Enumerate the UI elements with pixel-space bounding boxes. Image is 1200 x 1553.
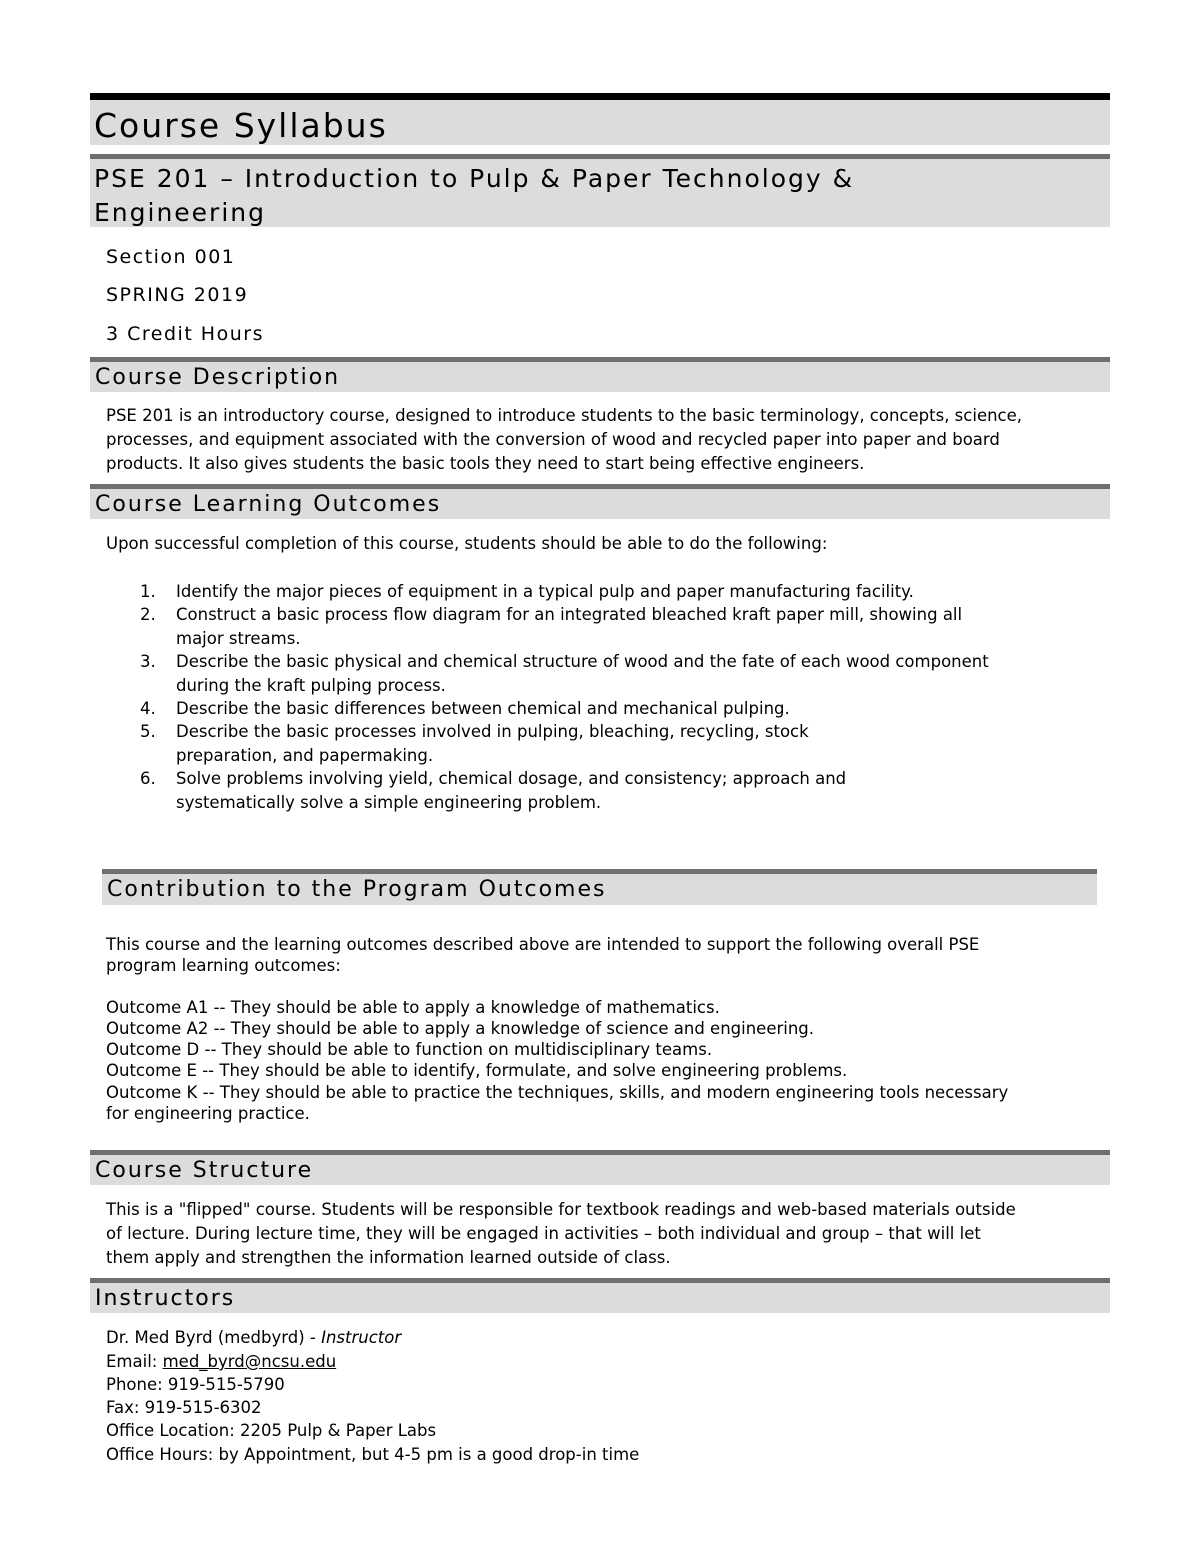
program-intro-line-1: This course and the learning outcomes described above are intended to support the following overall PSE [106,935,980,954]
instructor-office: Office Location: 2205 Pulp & Paper Labs [106,1421,437,1440]
program-outcome-e: Outcome E -- They should be able to identify, formulate, and solve engineering problems. [106,1061,848,1080]
page-title: Course Syllabus [90,93,1110,145]
learning-outcomes-list [106,580,1066,814]
program-outcome-a1: Outcome A1 -- They should be able to apply a knowledge of mathematics. [106,998,720,1017]
structure-line-2: of lecture. During lecture time, they will be engaged in activities – both individual and group – that will let [106,1224,981,1243]
description-line-1: PSE 201 is an introductory course, designed to introduce students to the basic terminology, concepts, science, [106,406,1023,425]
term: SPRING 2019 [106,284,249,306]
list-item: 6. Solve problems involving yield, chemical dosage, and consistency; approach and systematically solve a simple engineering problem. [140,769,847,812]
structure-line-3: them apply and strengthen the information learned outside of class. [106,1248,671,1267]
course-title [90,154,1110,227]
list-item: 4. Describe the basic differences between chemical and mechanical pulping. [140,699,790,719]
list-item: 1. Identify the major pieces of equipment in a typical pulp and paper manufacturing facility. [140,582,914,601]
section-number: Section 001 [106,246,236,268]
list-item: 5. Describe the basic processes involved in pulping, bleaching, recycling, stock preparation, and papermaking. [140,722,809,765]
description-line-2: processes, and equipment associated with the conversion of wood and recycled paper into paper and board [106,430,1000,449]
list-item: 2. Construct a basic process flow diagram for an integrated bleached kraft paper mill, showing all major streams. [140,605,963,648]
instructors-heading: Instructors [90,1278,1110,1313]
email-link[interactable]: med_byrd@ncsu.edu [162,1352,337,1371]
instructor-hours: Office Hours: by Appointment, but 4-5 pm is a good drop-in time [106,1445,640,1464]
instructor-phone: Phone: 919-515-5790 [106,1375,285,1394]
instructor-email: Email: med_byrd@ncsu.edu [106,1352,337,1371]
instructor-fax: Fax: 919-515-6302 [106,1398,262,1417]
program-outcome-d: Outcome D -- They should be able to function on multidisciplinary teams. [106,1040,713,1059]
program-outcome-k-cont: for engineering practice. [106,1104,310,1123]
structure-line-1: This is a "flipped" course. Students will be responsible for textbook readings and web-based materials outside [106,1200,1016,1219]
instructor-role: Instructor [321,1328,402,1347]
course-title-line-2: Engineering [94,198,266,227]
learning-outcomes-heading: Course Learning Outcomes [90,484,1110,519]
instructor-name: Dr. Med Byrd (medbyrd) - Instructor [106,1328,402,1347]
course-title-line-1: PSE 201 – Introduction to Pulp & Paper Technology & [94,164,855,193]
program-intro-line-2: program learning outcomes: [106,956,341,975]
course-description-heading: Course Description [90,357,1110,392]
description-line-3: products. It also gives students the basic tools they need to start being effective engineers. [106,454,865,473]
program-outcome-a2: Outcome A2 -- They should be able to apply a knowledge of science and engineering. [106,1019,815,1038]
course-structure-heading: Course Structure [90,1150,1110,1185]
learning-outcomes-intro: Upon successful completion of this course, students should be able to do the following: [106,534,828,553]
program-outcome-k: Outcome K -- They should be able to practice the techniques, skills, and modern engineering tools necessary [106,1083,1009,1102]
list-item: 3. Describe the basic physical and chemical structure of wood and the fate of each wood component during the kraft pulping process. [140,652,989,695]
program-outcomes-heading: Contribution to the Program Outcomes [102,869,1097,905]
credit-hours: 3 Credit Hours [106,323,264,345]
